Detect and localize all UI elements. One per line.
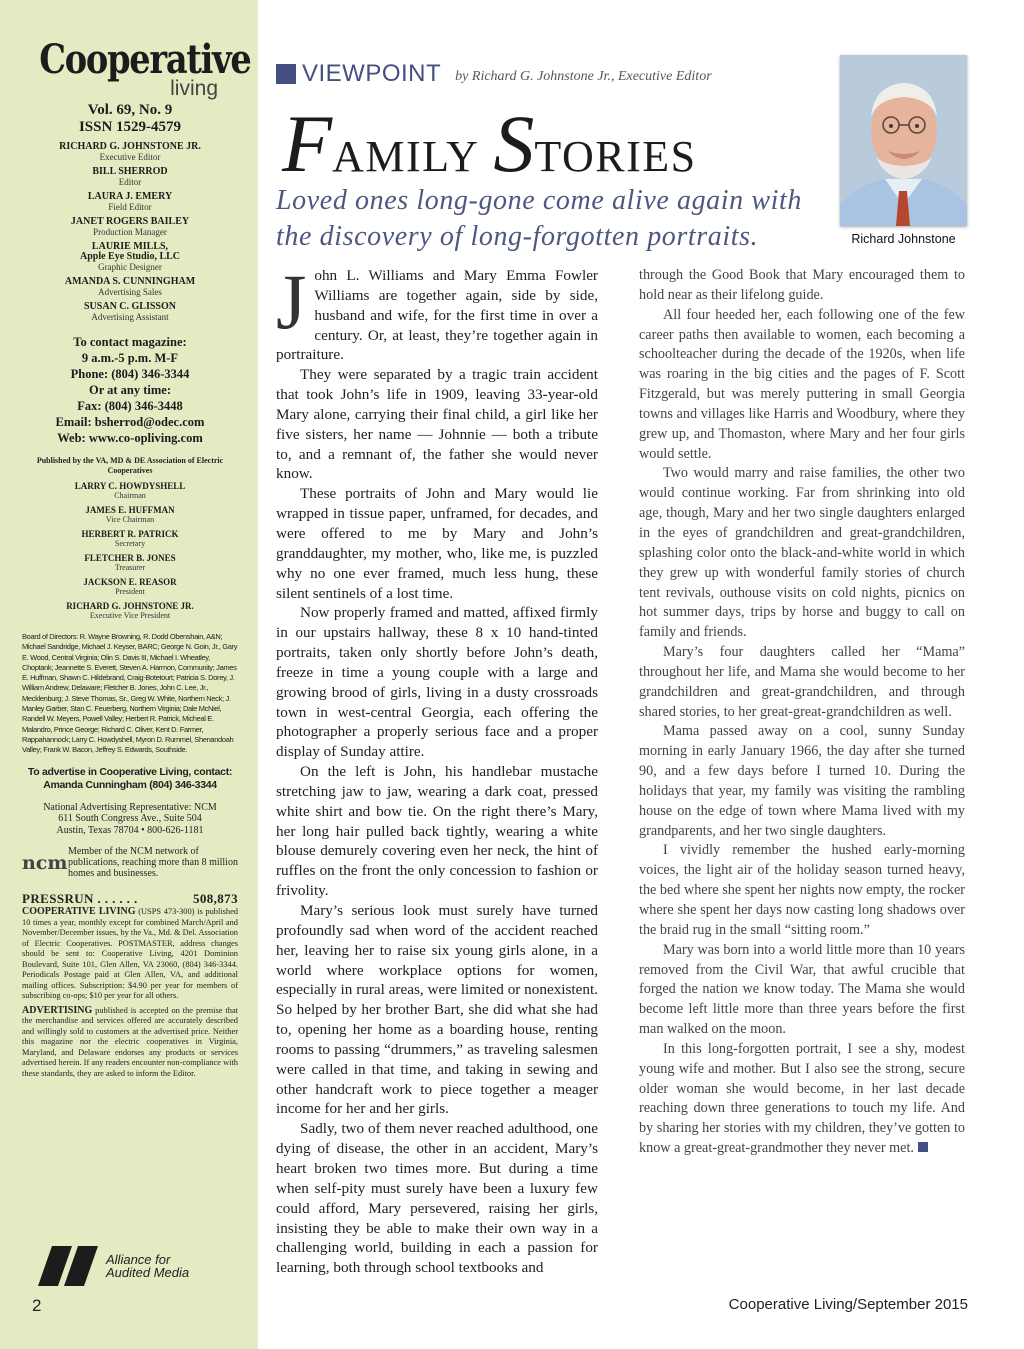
- advertising-notice-title: ADVERTISING: [22, 1004, 93, 1016]
- paragraph: All four heeded her, each following one of the few career paths then available to women, each becoming a schoolteacher during the decade of the 1920s, when life was roaring in the big cities and the pages of F. Scott Fitzgerald, but was merely puttering in small Georgia towns and villages like Harris and Woodbury, where they grew up, and Thomaston, where Mary and her four girls would settle.: [639, 306, 965, 462]
- article-column-1: [276, 258, 598, 1278]
- advertise-line: To advertise in Cooperative Living, contact:: [27, 765, 233, 778]
- advertise-contact-name: Amanda Cunningham (804) 346-3344: [43, 778, 217, 791]
- volume-number: Vol. 69, No. 9: [87, 102, 173, 118]
- officer-entry: [22, 482, 238, 500]
- staff-role: Production Manager: [93, 227, 167, 237]
- alliance-line: Alliance for: [106, 1252, 171, 1267]
- officer-name: HERBERT R. PATRICK: [81, 529, 179, 539]
- paragraph: Now properly framed and matted, affixed firmly in our upstairs hallway, these 8 x 10 hand-tinted portraits, taken only shortly before John’s death, freeze in time a young couple with a large and growing brood of girls, living in a dusty crossroads town in west-central Georgia, each offering the photographer a properly serious face and a proper display of Sunday attire.: [276, 604, 598, 761]
- publisher-line: Published by the VA, MD & DE Association of Electric Cooperatives: [36, 456, 224, 475]
- staff-name: AMANDA S. CUNNINGHAM: [64, 276, 196, 287]
- paragraph: through the Good Book that Mary encouraged them to hold near as their lifelong guide.: [639, 267, 965, 303]
- article-column-2: [639, 266, 965, 1159]
- masthead-sidebar: [0, 0, 258, 1349]
- ncm-member-block: [22, 846, 238, 879]
- paragraph: Sadly, two of them never reached adulthood, one dying of disease, the other in an accident, Mary’s heart broken two times more. But during a time when self-pity must surely have been a luxury few could afford, Mary persevered, raising her girls, insisting they be able to make their own way in a challenging world, building in each a passion for learning, both through school textbooks and: [276, 1120, 598, 1277]
- staff-entry: [22, 142, 238, 162]
- postal-notice-text: (USPS 473-300) is published 10 times a year, monthly except for combined March/April and November/December issues, by the Va., Md. & Del. Association of Electric Cooperatives. POSTMASTER, address changes should be sent to: Cooperative Living, 4201 Dominion Boulevard, Suite 101, Glen Allen, VA 23060, (804) 346-3344. Periodicals Postage paid at Glen Allen, VA, and additional mailing offices. Subscription: $4.90 per year for members of subscribing co-ops; $10 per year for all others.: [22, 907, 238, 1001]
- staff-entry: [22, 242, 238, 272]
- logo-sub-text: living: [170, 77, 218, 100]
- page-number: 2: [32, 1296, 42, 1315]
- pressrun-value: 508,873: [192, 891, 238, 907]
- staff-name: LAURA J. EMERY: [87, 191, 173, 202]
- contact-anytime: Or at any time:: [88, 383, 172, 397]
- section-square-icon: [276, 64, 296, 84]
- contact-info: [22, 334, 238, 446]
- contact-phone: Phone: (804) 346-3344: [70, 367, 190, 381]
- paragraph-text: In this long-forgotten portrait, I see a shy, modest young wife and mother. But I also see the strong, secure older woman she would become, in her last decade reaching down three generations to touch my life. And by sharing her stories with my children, they’ve gotten to know a great-great-grandmother they never met.: [639, 1040, 965, 1157]
- byline: by Richard G. Johnstone Jr., Executive Editor: [455, 69, 712, 84]
- staff-entry: [22, 167, 238, 187]
- contact-fax: Fax: (804) 346-3448: [77, 399, 183, 413]
- staff-name: RICHARD G. JOHNSTONE JR.: [59, 141, 201, 152]
- paragraph: Mama passed away on a cool, sunny Sunday morning in early January 1966, the day after she turned 90, and a few days before I turned 10. During the holidays that year, my family was visiting the rambling house on the edge of town where Mama lived with my grandparents, and her two single daughters.: [639, 723, 965, 839]
- officer-name: RICHARD G. JOHNSTONE JR.: [66, 601, 194, 611]
- officer-entry: [22, 554, 238, 572]
- officer-entry: [22, 530, 238, 548]
- section-header: [276, 60, 712, 88]
- end-mark-icon: [918, 1142, 928, 1152]
- officer-list: [22, 482, 238, 620]
- officer-entry: [22, 578, 238, 596]
- staff-role: Advertising Sales: [98, 287, 162, 297]
- ncm-representative: [22, 802, 238, 837]
- paragraph: These portraits of John and Mary would lie wrapped in tissue paper, unframed, for decades, and were offered to me by Mary and John’s granddaughter, my mother, who, like me, is puzzled why no one ever framed, much less hung, these silent sentinels of a lost time.: [276, 485, 598, 602]
- staff-name: LAURIE MILLS,: [91, 241, 169, 252]
- advertising-notice: [22, 1006, 238, 1080]
- paragraph-text: ohn L. Williams and Mary Emma Fowler Williams are together again, side by side, husband and wife, for the first time in over a century. Or, at least, they’re together again in portraiture.: [276, 267, 598, 364]
- paragraph: On the left is John, his handlebar mustache stretching jaw to jaw, wearing a dark coat, pressed white shirt and bow tie. On the right there’s Mary, her long hair pulled back tightly, wearing a white blouse demurely covering even her neck, the hint of ruffles on the front the only concession to fashion or frivolity.: [276, 763, 598, 900]
- ncm-rep-line: 611 South Congress Ave., Suite 504: [58, 813, 202, 825]
- officer-name: LARRY C. HOWDYSHELL: [74, 481, 186, 491]
- page-footer: Cooperative Living/September 2015: [728, 1296, 968, 1313]
- paragraph: I vividly remember the hushed early-morning voices, the light air of the holiday season turned heavy, the bed where she spent her nights now empty, the rocker where she spent her days now casting long shadows over the braid rug in the small “sitting room.”: [639, 842, 965, 938]
- officer-entry: [22, 506, 238, 524]
- issn-number: ISSN 1529-4579: [78, 119, 182, 135]
- staff-entry: [22, 192, 238, 212]
- officer-role: Treasurer: [114, 563, 146, 572]
- officer-role: Secretary: [114, 539, 146, 548]
- officer-name: JAMES E. HUFFMAN: [85, 505, 175, 515]
- staff-list: [22, 142, 238, 322]
- staff-role: Field Editor: [108, 202, 152, 212]
- officer-role: Executive Vice President: [89, 611, 171, 620]
- title-word: AMILY: [332, 132, 480, 181]
- paragraph: Mary’s serious look must surely have turned profoundly sad when word of the accident reached her, leaving her to raise six young girls alone, in a world where workplace options for women, especially in rural areas, were limited or nonexistent. So helped by her brother Bart, she did what she had to, opening her home as a boarding house, renting rooms to passing “drummers,” as traveling salesmen were called in that time, and taking in sewing and other handcraft work to piece together a meager income for her and her girls.: [276, 902, 598, 1118]
- title-initial: F: [282, 98, 333, 189]
- staff-company: Apple Eye Studio, LLC: [79, 251, 181, 262]
- title-word: TORIES: [534, 132, 697, 181]
- paragraph: [276, 258, 598, 365]
- contact-heading: To contact magazine:: [73, 335, 187, 349]
- paragraph: [639, 1040, 965, 1159]
- pressrun: [22, 891, 238, 907]
- postal-notice-title: COOPERATIVE LIVING: [22, 906, 136, 918]
- staff-name: JANET ROGERS BAILEY: [70, 216, 190, 227]
- staff-entry: [22, 217, 238, 237]
- staff-name: SUSAN C. GLISSON: [84, 301, 176, 312]
- ncm-rep-line: Austin, Texas 78704 • 800-626-1181: [56, 824, 204, 836]
- ncm-logo: ncm: [22, 851, 68, 874]
- advertising-notice-text: published is accepted on the premise that the merchandise and services offered are accurately described and willingly sold to customers at the advertised price. Neither this magazine nor the electric cooperatives in Virginia, Maryland, and Delaware endorses any products or services advertised herein. If any readers encounter non-compliance with these standards, they are asked to inform the Editor.: [22, 1005, 238, 1078]
- alliance-line: Audited Media: [106, 1265, 190, 1280]
- article-title: [282, 97, 697, 191]
- board-of-directors: Board of Directors: R. Wayne Browning, R. Dodd Obenshain, A&N; Michael Sandridge, Michael J. Keyser, BARC; George N. Goin, Jr., Gary E. Wood, Central Virginia; Olin S. Davis III, Michael I. Wheatley, Choptank; Jeannette S. Everett, Steven A. Harmon, Community; James E. Huffman, Shawn C. Hildebrand, Craig-Botetourt; Patricia S. Dorey, J. William Andrew, Delaware; Fletcher B. Jones, John C. Lee, Jr., Mecklenburg; J. Steve Thomas, Sr., Greg W. White, Northern Neck; J. Manley Garber, Stan C. Feuerberg, Northern Virginia; Dale McNiel, Randell W. Meyers, Powell Valley; Herbert R. Patrick, Micheal E. Malandro, Prince George; Richard C. Oliver, Kent D. Farmer, Rappahannock; Larry C. Howdyshell, Myron D. Rummel, Shenandoah Valley; Frank W. Bacon, Jeffrey S. Edwards, Southside.: [22, 632, 238, 755]
- staff-entry: [22, 302, 238, 322]
- officer-entry: [22, 602, 238, 620]
- title-initial: S: [493, 98, 535, 189]
- paragraph: Mary was born into a world little more than 10 years removed from the Civil War, that awful crucible that forged the nation we know today. The Mama she would become left little more than three years before the first man walked on the moon.: [639, 941, 965, 1038]
- magazine-logo: [22, 36, 251, 102]
- staff-name: BILL SHERROD: [92, 166, 168, 177]
- officer-name: FLETCHER B. JONES: [84, 553, 176, 563]
- author-photo: [840, 55, 967, 226]
- paragraph: Two would marry and raise families, the other two would continue working. Far from shrinking into old age, though, Mary and her two single daughters enlarged in the eyes of grandchildren and great-grandchildren, splashing color onto the black-and-white world in which they grew up with wonderful family stories of church tent revivals, outhouse visits on cold nights, picnics on hot summer days, trips by horse and buggy to call on family and friends.: [639, 465, 965, 641]
- contact-email: Email: bsherrod@odec.com: [55, 415, 205, 429]
- postal-notice: [22, 907, 238, 1002]
- paragraph: Mary’s four daughters called her “Mama” throughout her life, and Mama she would become to her grandchildren and great-grandchildren, and through shared stories, to her great-great-grandchildren as well.: [639, 644, 965, 720]
- officer-role: Vice Chairman: [105, 515, 155, 524]
- officer-name: JACKSON E. REASOR: [83, 577, 177, 587]
- ncm-rep-line: National Advertising Representative: NCM: [43, 801, 217, 813]
- staff-role: Graphic Designer: [98, 262, 162, 272]
- drop-cap: J: [276, 258, 307, 345]
- officer-role: President: [115, 587, 145, 596]
- alliance-badge: [38, 1246, 189, 1286]
- staff-role: Advertising Assistant: [91, 312, 169, 322]
- officer-role: Chairman: [114, 491, 146, 500]
- paragraph: They were separated by a tragic train accident that took John’s life in 1909, leaving 33-year-old Mary alone, carrying their final child, a girl like her five sisters, her name — Johnnie — both a tribute to, and a remnant of, the father she would never know.: [276, 366, 598, 483]
- photo-caption: Richard Johnstone: [851, 232, 956, 246]
- article-subtitle: Loved ones long-gone come alive again with the discovery of long-forgotten portraits.: [276, 185, 802, 252]
- ncm-member-text: Member of the NCM network of publications, reaching more than 8 million homes and businesses.: [68, 846, 238, 880]
- pressrun-label: PRESSRUN . . . . . .: [22, 891, 138, 907]
- advertise-contact: [22, 766, 238, 792]
- staff-entry: [22, 277, 238, 297]
- logo-main-text: Cooperative: [39, 36, 251, 83]
- contact-hours: 9 a.m.-5 p.m. M-F: [81, 351, 179, 365]
- staff-role: Editor: [118, 177, 142, 187]
- author-portrait-icon: [840, 55, 967, 226]
- staff-role: Executive Editor: [99, 152, 161, 162]
- alliance-text: [100, 1253, 189, 1279]
- contact-web: Web: www.co-opliving.com: [57, 431, 203, 445]
- section-name: VIEWPOINT: [302, 60, 442, 87]
- alliance-logo-icon: [38, 1246, 100, 1286]
